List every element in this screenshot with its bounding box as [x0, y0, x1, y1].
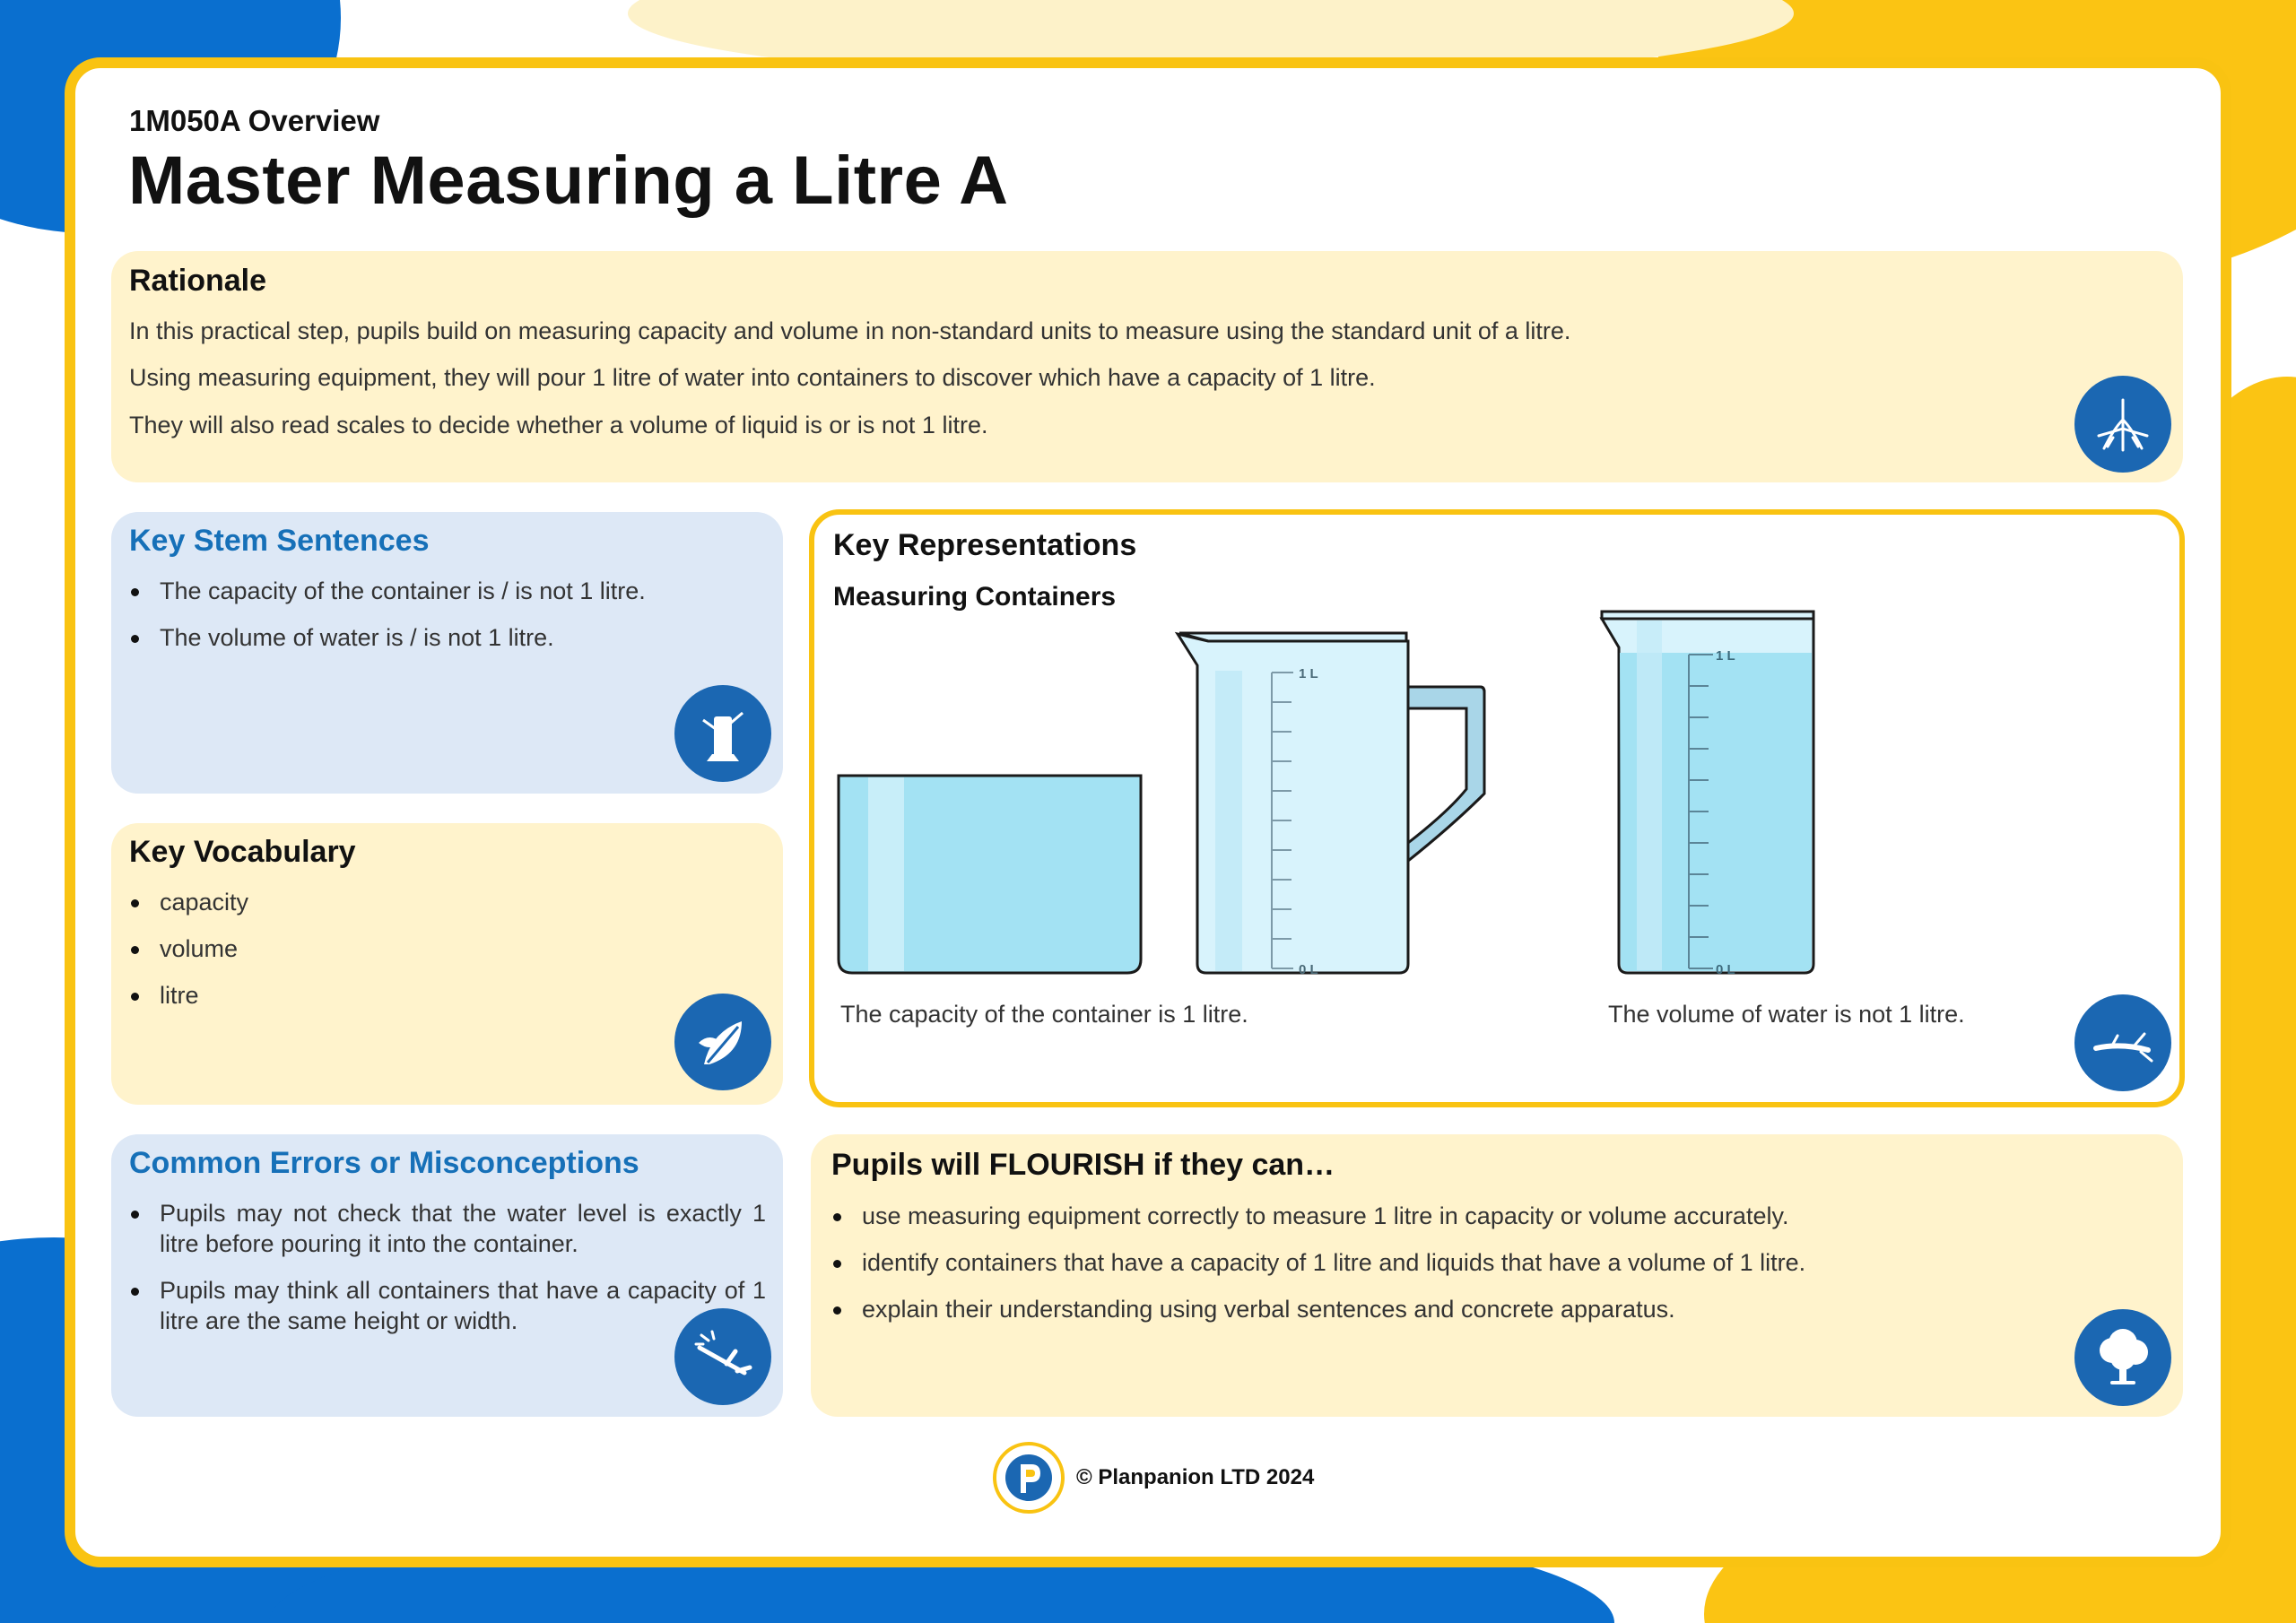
stem-sentences-heading: Key Stem Sentences: [129, 524, 430, 558]
list-item: The volume of water is / is not 1 litre.: [129, 622, 757, 653]
beaker-illustration: [1602, 612, 1813, 977]
planpanion-logo: [993, 1442, 1065, 1514]
beaker-top-label: 1 L: [1716, 648, 1735, 664]
lesson-code: 1M050A Overview: [129, 104, 380, 137]
jug-top-label: 1 L: [1299, 666, 1318, 681]
jug-bottom-label: 0 L: [1299, 962, 1318, 977]
page-title: Master Measuring a Litre A: [128, 143, 1009, 219]
caption-capacity: The capacity of the container is 1 litre.: [840, 1001, 1248, 1028]
flourish-heading: Pupils will FLOURISH if they can…: [831, 1148, 1335, 1182]
rationale-paragraph: They will also read scales to decide whether a volume of liquid is or is not 1 litre.: [129, 412, 988, 438]
list-item: litre: [129, 980, 667, 1011]
representations-subheading: Measuring Containers: [833, 582, 1117, 612]
list-item: Pupils may not check that the water level is exactly 1 litre before pouring it into the container.: [129, 1198, 766, 1259]
footer-copyright: © Planpanion LTD 2024: [1076, 1465, 1315, 1489]
list-item: explain their understanding using verbal sentences and concrete apparatus.: [831, 1294, 2069, 1324]
broken-branch-icon: [674, 1308, 771, 1405]
stem-sentences-list: [129, 576, 757, 653]
branch-icon: [2074, 994, 2171, 1091]
vocabulary-heading: Key Vocabulary: [129, 835, 356, 869]
flourish-list: [831, 1201, 2069, 1324]
leaves-icon: [674, 994, 771, 1090]
vocabulary-list: [129, 887, 667, 1011]
beaker-bottom-label: 0 L: [1716, 962, 1735, 977]
tree-trunk-icon: [674, 685, 771, 782]
rationale-paragraph: Using measuring equipment, they will pour 1 litre of water into containers to discover which have a capacity of 1 litre.: [129, 364, 1376, 391]
rationale-heading: Rationale: [129, 264, 267, 298]
list-item: use measuring equipment correctly to measure 1 litre in capacity or volume accurately.: [831, 1201, 2069, 1231]
measuring-jug-illustration: [1178, 633, 1484, 977]
representations-heading: Key Representations: [833, 528, 1137, 562]
roots-icon: [2074, 376, 2171, 473]
list-item: The capacity of the container is / is not 1 litre.: [129, 576, 757, 606]
list-item: identify containers that have a capacity of 1 litre and liquids that have a volume of 1 litre.: [831, 1247, 2069, 1278]
list-item: capacity: [129, 887, 667, 917]
errors-list: [129, 1198, 766, 1336]
list-item: volume: [129, 933, 667, 964]
caption-volume: The volume of water is not 1 litre.: [1608, 1001, 1965, 1028]
rationale-paragraph: In this practical step, pupils build on measuring capacity and volume in non-standard units to measure using the standard unit of a litre.: [129, 317, 1571, 344]
errors-heading: Common Errors or Misconceptions: [129, 1146, 639, 1180]
water-container-illustration: [839, 776, 1141, 973]
tree-icon: [2074, 1309, 2171, 1406]
list-item: Pupils may think all containers that have a capacity of 1 litre are the same height or width.: [129, 1275, 766, 1336]
measuring-containers-illustration: [825, 601, 1830, 986]
